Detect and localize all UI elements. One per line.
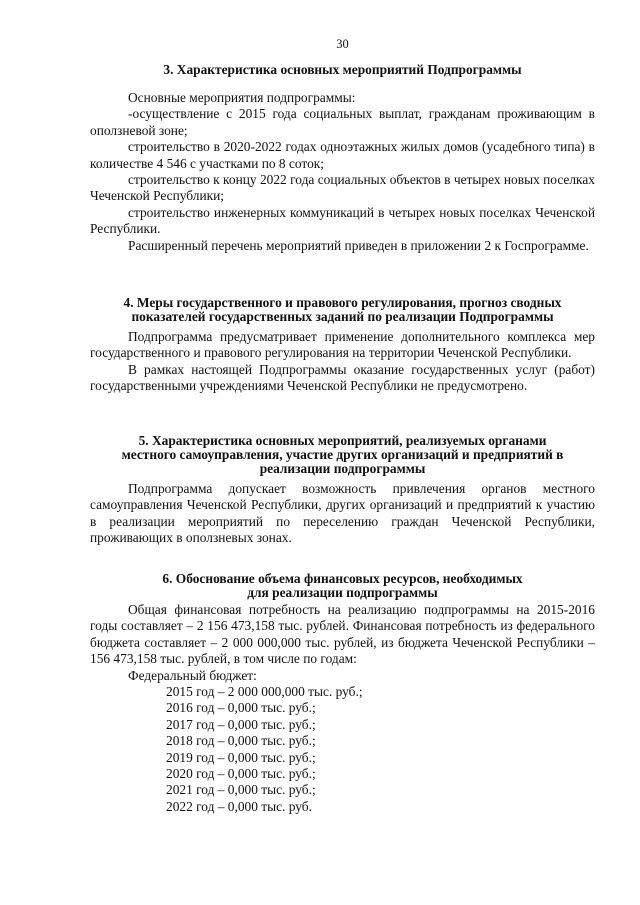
- section-5-heading-line-1: 5. Характеристика основных мероприятий, реализуемых органами: [138, 433, 547, 448]
- section-3-item-4: строительство инженерных коммуникаций в четырех новых поселках Чеченской Республики.: [90, 204, 595, 237]
- section-4-paragraph-2: В рамках настоящей Подпрограммы оказание государственных услуг (работ) государственными учреждениями Чеченской Республики не предусмотрено.: [90, 361, 595, 394]
- year-row-2019: 2019 год – 0,000 тыс. руб.;: [166, 749, 316, 765]
- section-4-paragraph-1: Подпрограмма предусматривает применение дополнительного комплекса мер государственного и правового регулирования на территории Чеченской Республики.: [90, 329, 595, 361]
- federal-budget-years: [90, 684, 595, 815]
- section-3: [90, 63, 595, 77]
- section-3-item-3: строительство к концу 2022 года социальных объектов в четырех новых поселках Чеченской Республики;: [90, 172, 595, 204]
- year-row-2018: 2018 год – 0,000 тыс. руб.;: [166, 733, 316, 749]
- section-4-body: [90, 329, 595, 395]
- section-3-item-1: -осуществление с 2015 года социальных выплат, гражданам проживающим в оползневой зоне;: [90, 106, 595, 138]
- federal-budget-label: Федеральный бюджет:: [128, 667, 257, 683]
- year-row-2021: 2021 год – 0,000 тыс. руб.;: [166, 782, 316, 798]
- section-3-item-5: Расширенный перечень мероприятий приведен в приложении 2 к Госпрограмме.: [128, 237, 589, 253]
- page-number: 30: [336, 37, 349, 51]
- year-row-2022: 2022 год – 0,000 тыс. руб.: [166, 798, 312, 814]
- section-5-body: [90, 481, 595, 547]
- section-4-heading-line-2: показателей государственных заданий по реализации Подпрограммы: [131, 309, 554, 324]
- section-6-body: [90, 602, 595, 815]
- section-3-intro: Основные мероприятия подпрограммы:: [128, 90, 356, 105]
- year-row-2020: 2020 год – 0,000 тыс. руб.;: [166, 766, 316, 782]
- year-row-2017: 2017 год – 0,000 тыс. руб.;: [166, 716, 316, 732]
- section-3-body: [90, 90, 595, 254]
- year-row-2016: 2016 год – 0,000 тыс. руб.;: [166, 700, 316, 716]
- section-5-paragraph: Подпрограмма допускает возможность привлечения органов местного самоуправления Чеченской Республики, других организаций и предприятий к участию в реализации мероприятий по переселению граждан Чеченской Республики, проживающих в оползневых зонах.: [90, 481, 595, 546]
- section-4-heading-line-1: 4. Меры государственного и правового регулирования, прогноз сводных: [123, 295, 562, 310]
- section-6-paragraph: Общая финансовая потребность на реализацию подпрограммы на 2015-2016 годы составляет – 2 156 473,158 тыс. рублей. Финансовая потребность из федерального бюджета составляет – 2 000 000,000 тыс. рублей, из бюджета Чеченской Республики – 156 473,158 тыс. рублей, в том числе по годам:: [90, 602, 595, 667]
- section-5-heading-line-3: реализации подпрограммы: [259, 461, 426, 476]
- section-6-heading-line-1: 6. Обоснование объема финансовых ресурсов, необходимых: [162, 571, 523, 586]
- section-3-heading: 3. Характеристика основных мероприятий Подпрограммы: [163, 62, 522, 77]
- section-5: [90, 434, 595, 476]
- year-row-2015: 2015 год – 2 000 000,000 тыс. руб.;: [166, 684, 363, 700]
- section-4: [90, 296, 595, 324]
- section-3-item-2: строительство в 2020-2022 годах одноэтажных жилых домов (усадебного типа) в количестве 4 546 с участками по 8 соток;: [90, 139, 595, 171]
- section-6: [90, 572, 595, 600]
- section-5-heading-line-2: местного самоуправления, участие других организаций и предприятий в: [121, 447, 564, 462]
- section-6-heading-line-2: для реализации подпрограммы: [247, 585, 438, 600]
